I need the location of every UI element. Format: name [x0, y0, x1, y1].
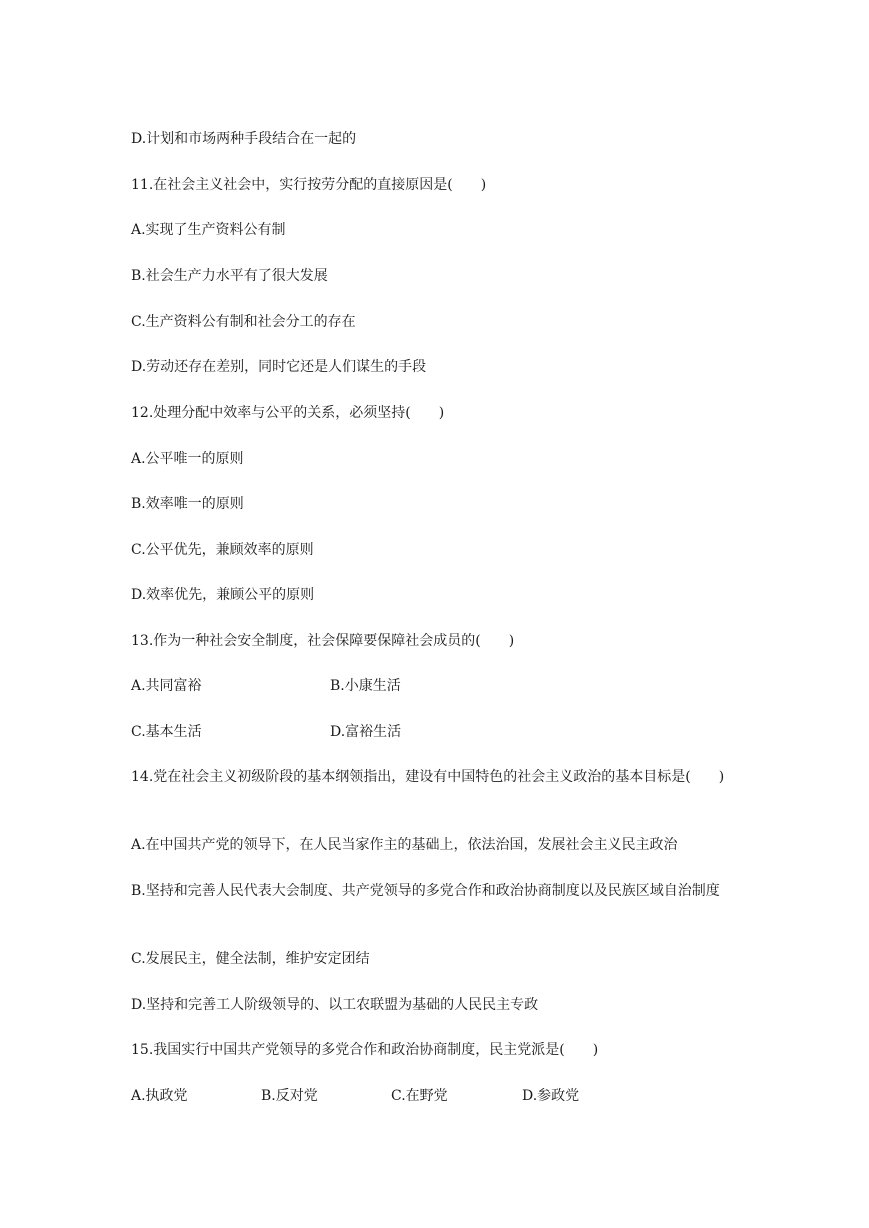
- option-line: A.在中国共产党的领导下，在人民当家作主的基础上，依法治国，发展社会主义民主政治: [131, 837, 678, 853]
- question-11: 11.在社会主义社会中，实行按劳分配的直接原因是( ): [131, 177, 487, 193]
- option-line: D.富裕生活: [330, 724, 402, 740]
- option-line: C.公平优先，兼顾效率的原则: [131, 542, 314, 558]
- option-line: C.基本生活: [131, 724, 202, 740]
- option-line: C.在野党: [391, 1088, 448, 1104]
- option-line: A.公平唯一的原则: [131, 451, 244, 467]
- option-line: D.效率优先，兼顾公平的原则: [131, 587, 315, 603]
- option-line: B.小康生活: [330, 678, 401, 694]
- option-line: D.参政党: [522, 1088, 580, 1104]
- question-15: 15.我国实行中国共产党领导的多党合作和政治协商制度，民主党派是( ): [131, 1042, 599, 1058]
- option-line: C.发展民主，健全法制，维护安定团结: [131, 951, 370, 967]
- option-line: B.坚持和完善人民代表大会制度、共产党领导的多党合作和政治协商制度以及民族区域自治制度: [131, 883, 720, 899]
- option-line: B.社会生产力水平有了很大发展: [131, 268, 328, 284]
- option-line: A.执政党: [131, 1088, 188, 1104]
- option-line: B.反对党: [261, 1088, 318, 1104]
- question-12: 12.处理分配中效率与公平的关系，必须坚持( ): [131, 405, 445, 421]
- option-line: A.实现了生产资料公有制: [131, 222, 286, 238]
- option-line: D.计划和市场两种手段结合在一起的: [131, 131, 357, 147]
- question-13: 13.作为一种社会安全制度，社会保障要保障社会成员的( ): [131, 633, 515, 649]
- option-line: B.效率唯一的原则: [131, 496, 244, 512]
- option-line: D.劳动还存在差别，同时它还是人们谋生的手段: [131, 359, 427, 375]
- option-line: C.生产资料公有制和社会分工的存在: [131, 314, 356, 330]
- question-14: 14.党在社会主义初级阶段的基本纲领指出，建设有中国特色的社会主义政治的基本目标是( ): [131, 769, 725, 785]
- option-line: A.共同富裕: [131, 678, 202, 694]
- option-line: D.坚持和完善工人阶级领导的、以工农联盟为基础的人民民主专政: [131, 997, 539, 1013]
